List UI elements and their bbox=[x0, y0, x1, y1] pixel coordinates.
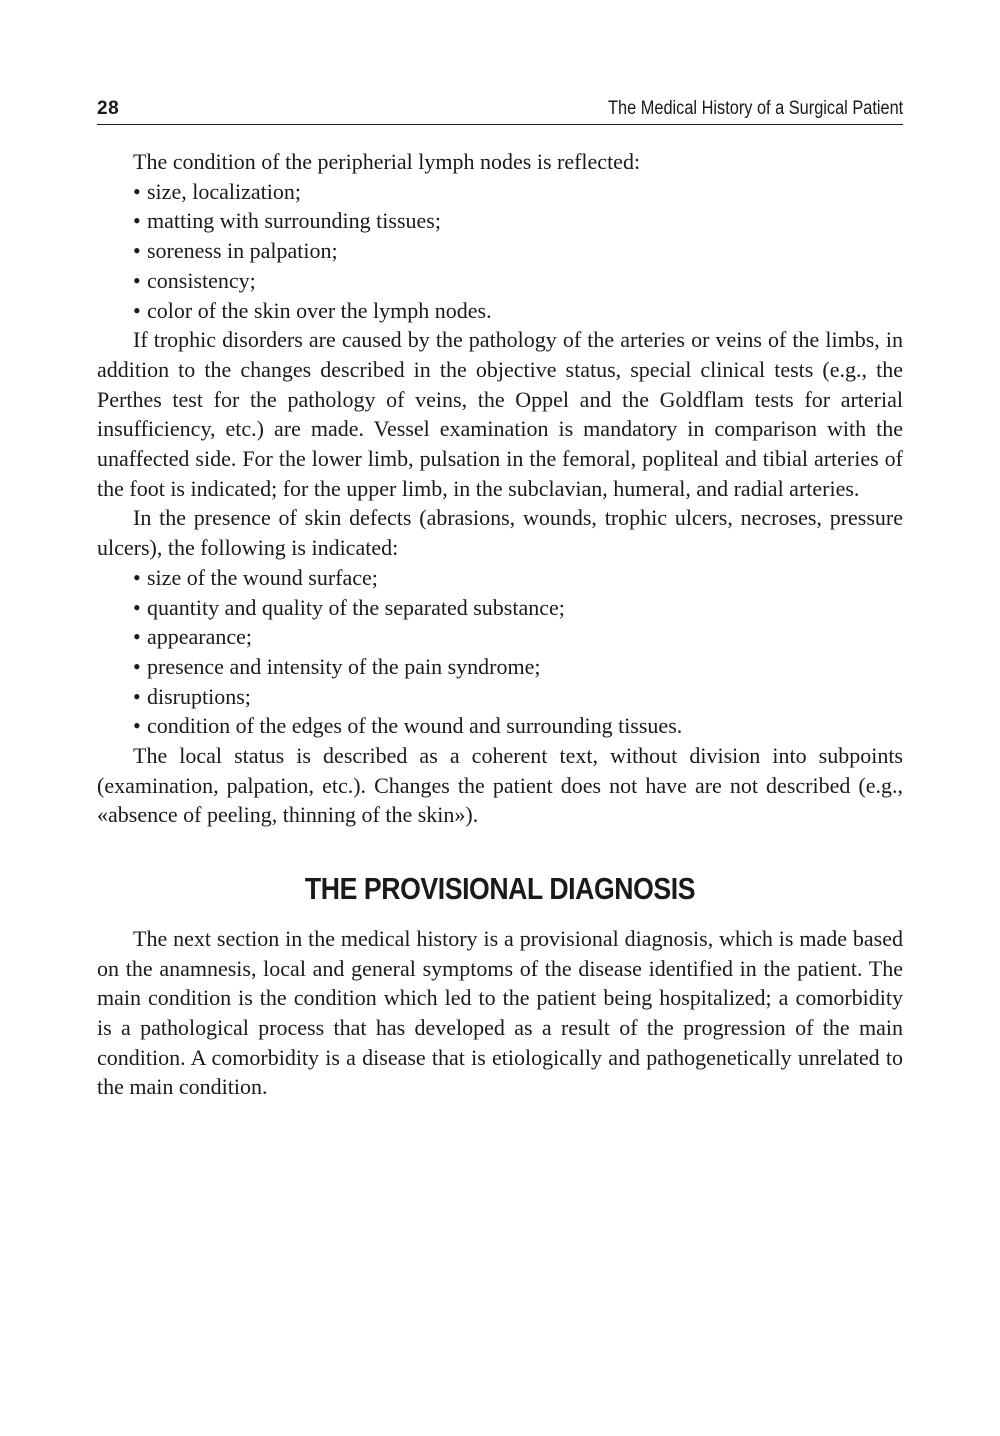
lymph-list bbox=[97, 177, 903, 326]
body-text bbox=[97, 147, 903, 1102]
local-status-paragraph: The local status is described as a coherent text, without division into subpoints (examination, palpation, etc.). Changes the patient does not have are not described (e.g., «absence of peeling, thinning of the skin»). bbox=[97, 743, 903, 828]
bullet-icon: • bbox=[133, 594, 141, 620]
running-head bbox=[97, 96, 903, 125]
list-item: • soreness in palpation; bbox=[133, 236, 903, 266]
page-number: 28 bbox=[97, 98, 120, 119]
bullet-icon: • bbox=[133, 238, 141, 264]
diagnosis-paragraph: The next section in the medical history is a provisional diagnosis, which is made based on the anamnesis, local and general symptoms of the disease identified in the patient. The main condition is the condition which led to the patient being hospitalized; a comorbidity is a pathological process that has developed as a result of the progression of the main condition. A comorbidity is a disease that is etiologically and pathogenetically unrelated to the main condition. bbox=[97, 925, 903, 1100]
skin-intro: In the presence of skin defects (abrasions, wounds, trophic ulcers, necroses, pressure ulcers), the following is indicated: bbox=[97, 505, 903, 561]
list-item: • consistency; bbox=[133, 266, 903, 296]
list-item: • quantity and quality of the separated substance; bbox=[133, 593, 903, 623]
bullet-icon: • bbox=[133, 713, 141, 739]
section-heading: THE PROVISIONAL DIAGNOSIS bbox=[304, 871, 696, 907]
book-page bbox=[97, 96, 903, 1102]
bullet-icon: • bbox=[133, 267, 141, 293]
bullet-icon: • bbox=[133, 653, 141, 679]
list-item: • size of the wound surface; bbox=[133, 563, 903, 593]
lymph-intro: The condition of the peripherial lymph nodes is reflected: bbox=[133, 149, 641, 174]
bullet-icon: • bbox=[133, 564, 141, 590]
bullet-icon: • bbox=[133, 208, 141, 234]
trophic-paragraph: If trophic disorders are caused by the pathology of the arteries or veins of the limbs, in addition to the changes described in the objective status, special clinical tests (e.g., the Perthes test for the pathology of veins, the Oppel and the Goldflam tests for arterial insufficiency, etc.) are made. Vessel examination is mandatory in comparison with the unaffected side. For the lower limb, pulsation in the femoral, popliteal and tibial arteries of the foot is indicated; for the upper limb, in the subclavian, humeral, and radial arteries. bbox=[97, 327, 903, 501]
bullet-icon: • bbox=[133, 178, 141, 204]
bullet-icon: • bbox=[133, 297, 141, 323]
list-item: • matting with surrounding tissues; bbox=[133, 206, 903, 236]
running-title: The Medical History of a Surgical Patient bbox=[607, 98, 903, 119]
list-item: • presence and intensity of the pain syndrome; bbox=[133, 652, 903, 682]
list-item: • appearance; bbox=[133, 622, 903, 652]
skin-list bbox=[97, 563, 903, 741]
list-item: • condition of the edges of the wound and surrounding tissues. bbox=[133, 711, 903, 741]
bullet-icon: • bbox=[133, 624, 141, 650]
bullet-icon: • bbox=[133, 683, 141, 709]
list-item: • disruptions; bbox=[133, 682, 903, 712]
list-item: • size, localization; bbox=[133, 177, 903, 207]
list-item: • color of the skin over the lymph nodes. bbox=[133, 296, 903, 326]
